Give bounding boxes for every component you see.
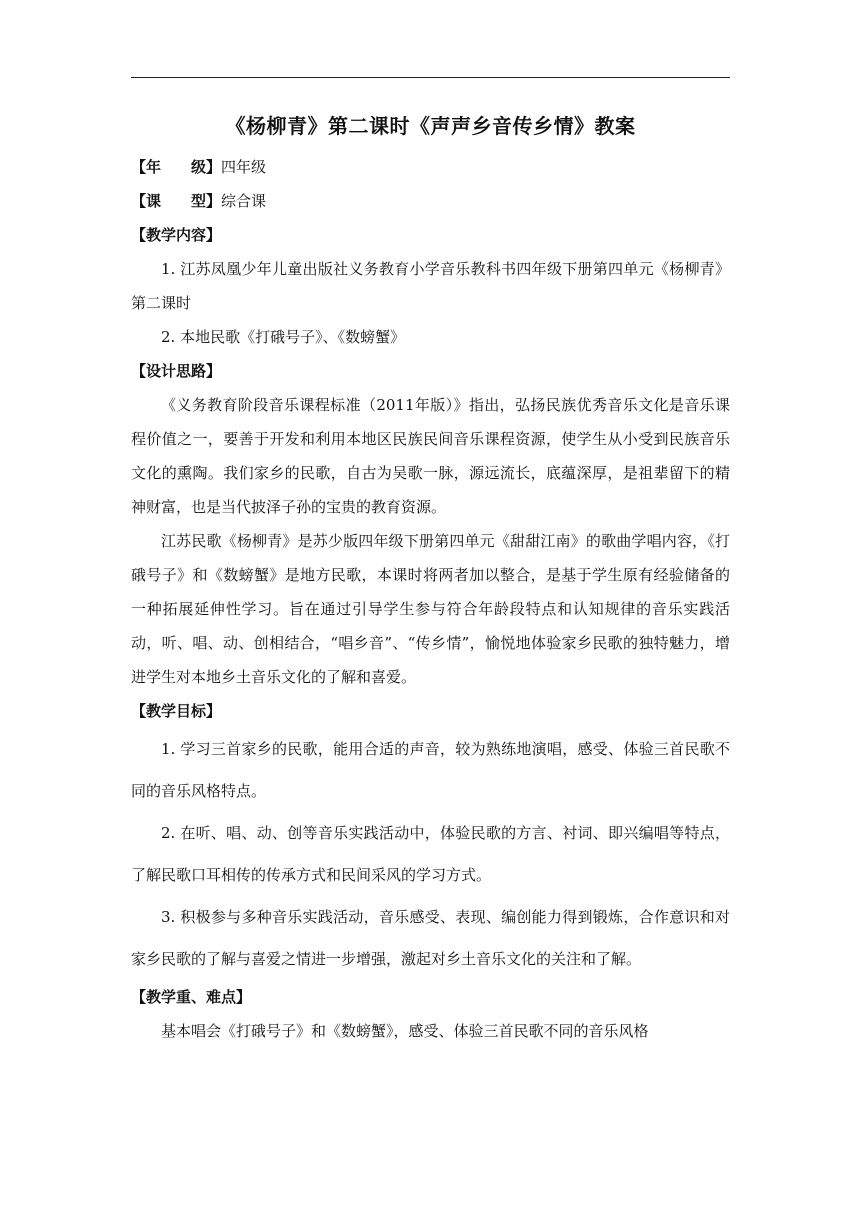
objective-item-2: 2. 在听、唱、动、创等音乐实践活动中，体验民歌的方言、衬词、即兴编唱等特点，了解民歌口耳相传的传承方式和民间采风的学习方式。: [131, 824, 730, 884]
design-paragraph-1: 《义务教育阶段音乐课程标准（2011年版）》指出，弘扬民族优秀音乐文化是音乐课程价值之一，要善于开发和利用本地区民族民间音乐课程资源，使学生从小受到民族音乐文化的熏陶。我们家乡的民歌，自古为吴歌一脉，源远流长，底蕴深厚，是祖辈留下的精神财富，也是当代披泽子孙的宝贵的教育资源。: [131, 396, 730, 516]
grade-value: 四年级: [221, 158, 267, 176]
grade-field: [131, 150, 730, 184]
section-heading-key-points: 【教学重、难点】: [131, 988, 252, 1006]
objective-item-3: 3. 积极参与多种音乐实践活动，音乐感受、表现、编创能力得到锻炼，合作意识和对家乡民歌的了解与喜爱之情进一步增强，激起对乡土音乐文化的关注和了解。: [131, 908, 730, 968]
content-item-2: 2. 本地民歌《打硪号子》、《数螃蟹》: [161, 328, 406, 346]
type-field: [131, 184, 730, 218]
section-heading-content: 【教学内容】: [131, 226, 222, 244]
lesson-plan-document: [131, 106, 730, 1048]
objective-item-1: 1. 学习三首家乡的民歌，能用合适的声音，较为熟练地演唱，感受、体验三首民歌不同的音乐风格特点。: [131, 740, 730, 800]
type-value: 综合课: [221, 192, 267, 210]
grade-label: 【年 级】: [131, 158, 222, 176]
header-rule: [131, 77, 730, 78]
type-label: 【课 型】: [131, 192, 222, 210]
section-heading-objectives: 【教学目标】: [131, 702, 222, 720]
section-heading-design: 【设计思路】: [131, 362, 222, 380]
key-points-paragraph: 基本唱会《打硪号子》和《数螃蟹》，感受、体验三首民歌不同的音乐风格: [161, 1022, 649, 1040]
document-title: 《杨柳青》第二课时《声声乡音传乡情》教案: [225, 114, 636, 138]
content-item-1: 1. 江苏凤凰少年儿童出版社义务教育小学音乐教科书四年级下册第四单元《杨柳青》第二课时: [131, 260, 730, 312]
design-paragraph-2: 江苏民歌《杨柳青》是苏少版四年级下册第四单元《甜甜江南》的歌曲学唱内容，《打硪号子》和《数螃蟹》是地方民歌，本课时将两者加以整合，是基于学生原有经验储备的一种拓展延伸性学习。旨在通过引导学生参与符合年龄段特点和认知规律的音乐实践活动，听、唱、动、创相结合，“唱乡音”、“传乡情”，愉悦地体验家乡民歌的独特魅力，增进学生对本地乡土音乐文化的了解和喜爱。: [131, 532, 730, 686]
